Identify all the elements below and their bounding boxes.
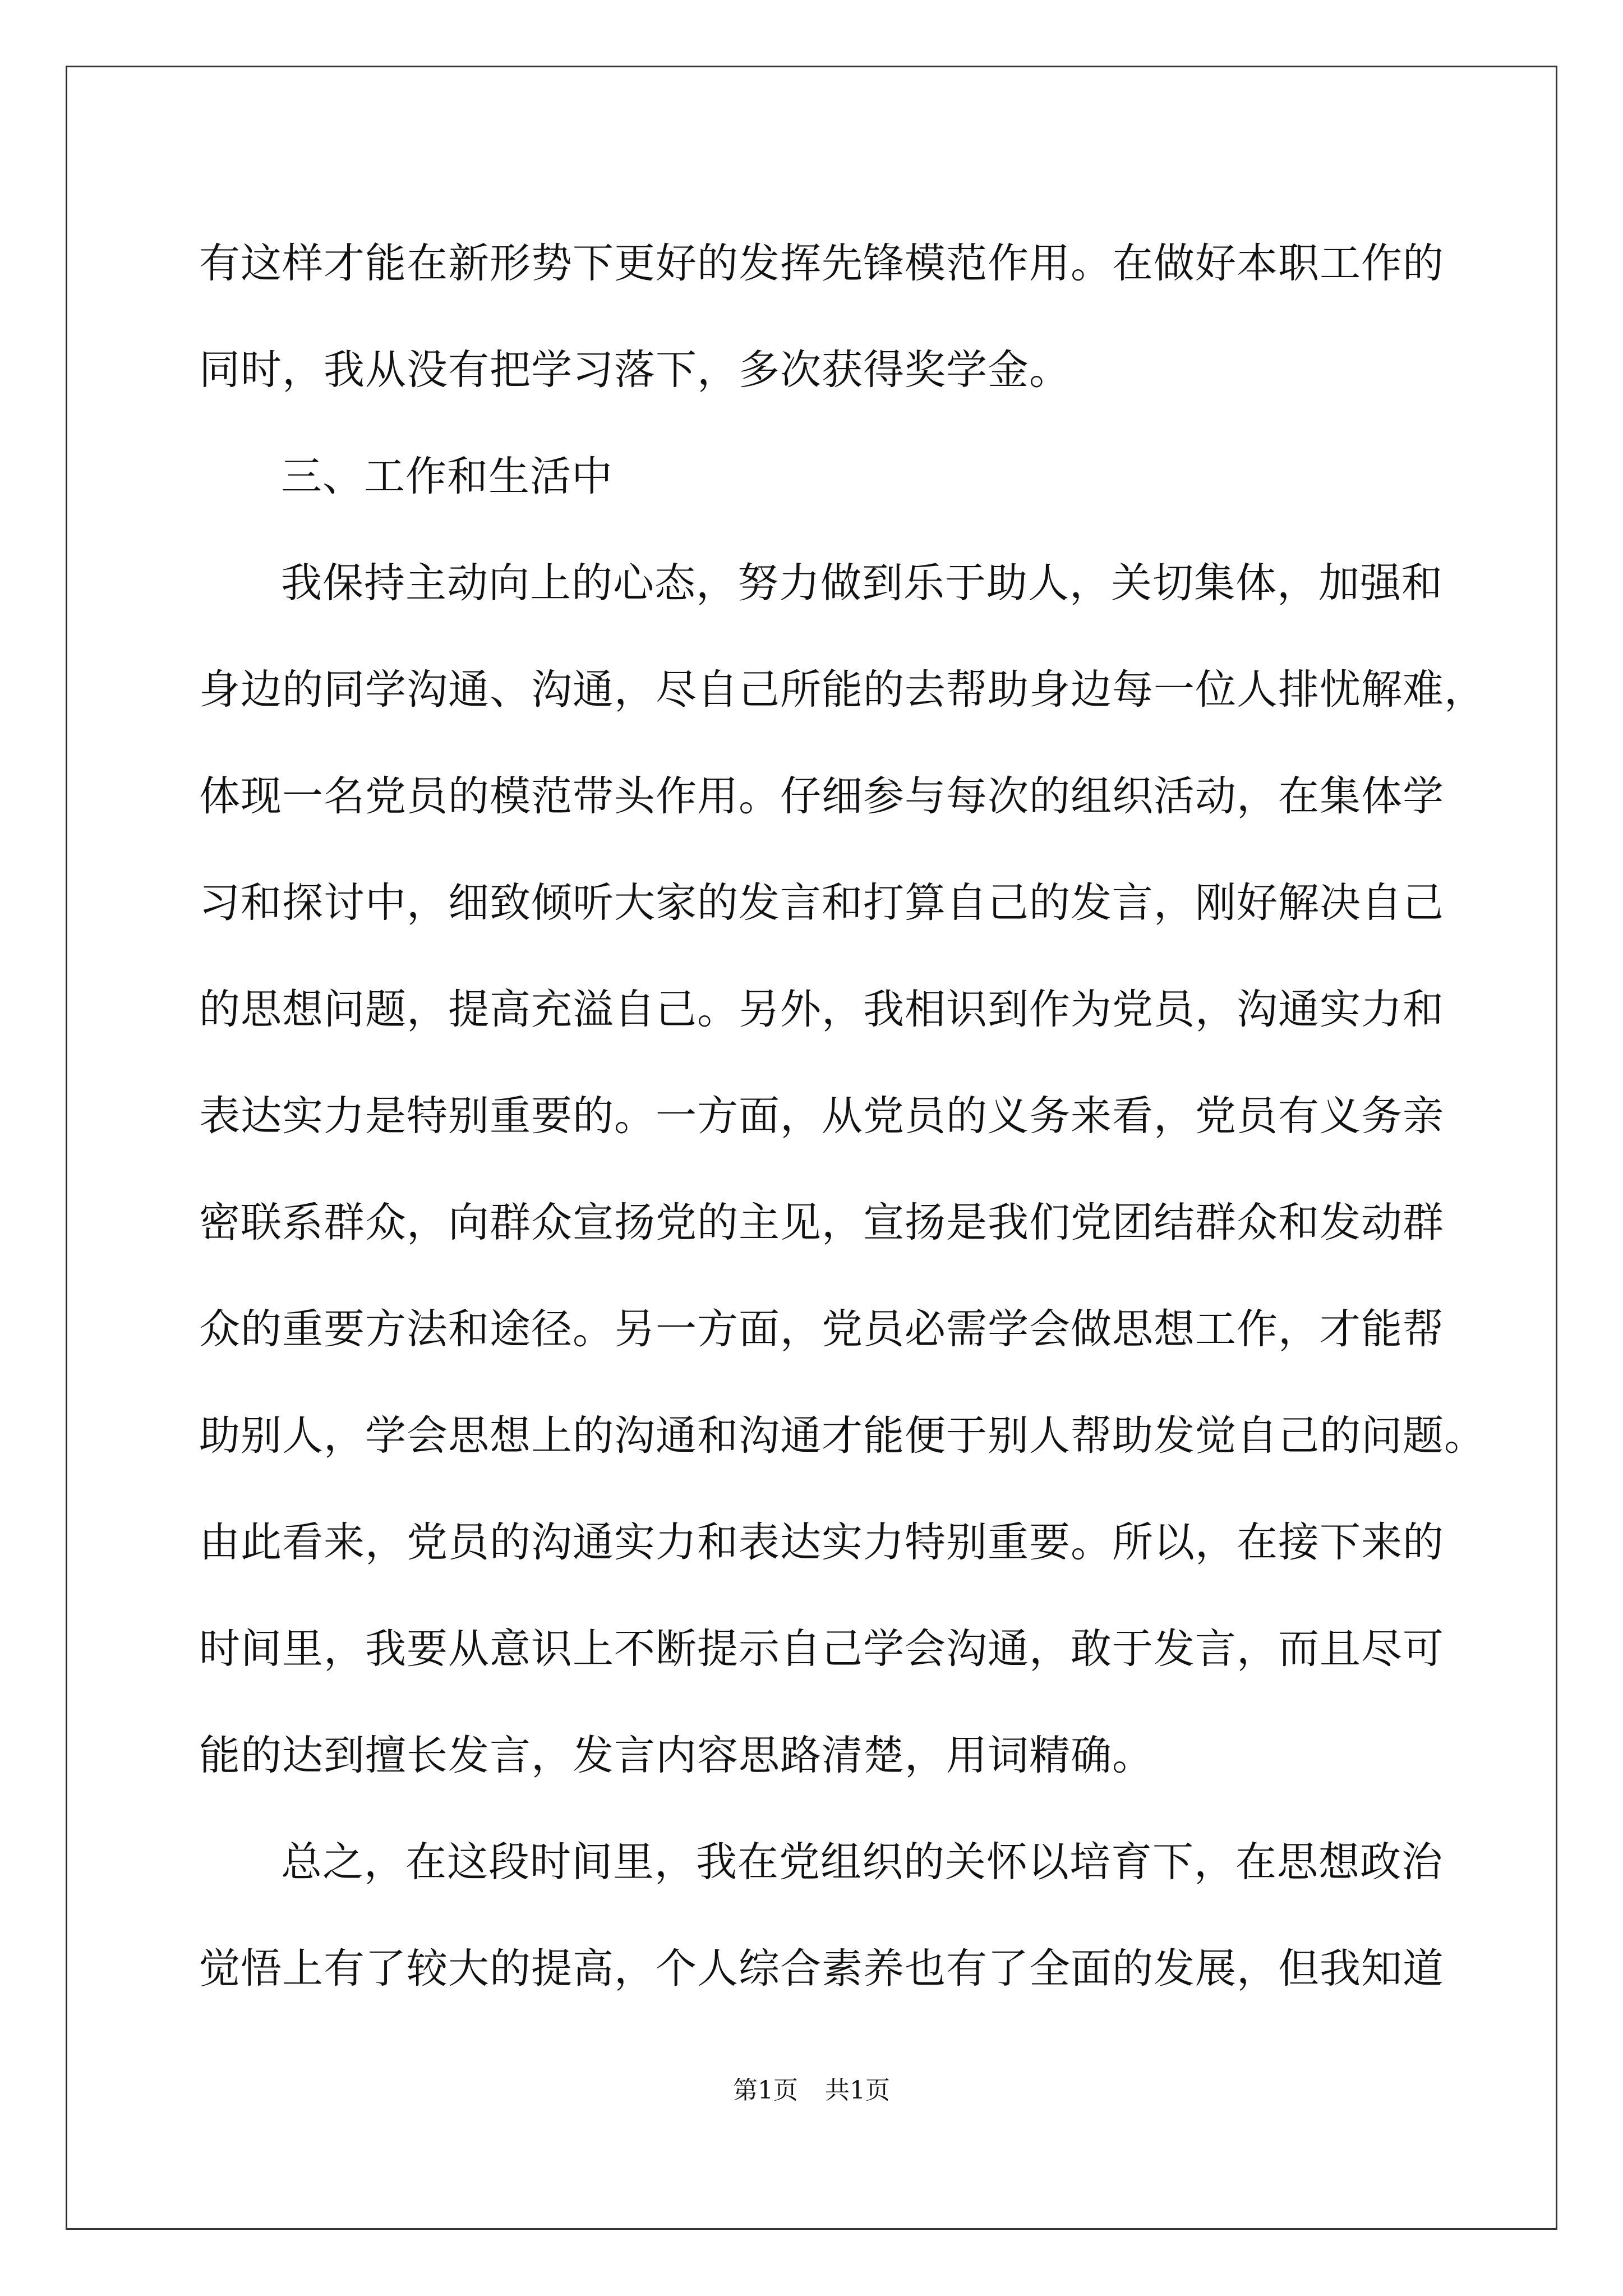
text-line: 我保持主动向上的心态，努力做到乐于助人，关切集体，加强和 (281, 559, 1443, 607)
page-footer (0, 2070, 1623, 2106)
text-line: 有这样才能在新形势下更好的发挥先锋模范作用。在做好本职工作的 (199, 240, 1444, 287)
text-line: 觉悟上有了较大的提高，个人综合素养也有了全面的发展，但我知道 (199, 1945, 1444, 1993)
text-line: 由此看来，党员的沟通实力和表达实力特别重要。所以，在接下来的 (199, 1519, 1444, 1566)
text-line: 时间里，我要从意识上不断提示自己学会沟通，敢于发言，而且尽可 (199, 1625, 1444, 1673)
text-line: 众的重要方法和途径。另一方面，党员必需学会做思想工作，才能帮 (199, 1305, 1444, 1353)
text-line: 身边的同学沟通、沟通，尽自己所能的去帮助身边每一位人排忧解难， (199, 666, 1486, 714)
page-total: 共1页 (825, 2076, 890, 2105)
section-heading: 三、工作和生活中 (281, 453, 613, 500)
text-line: 密联系群众，向群众宣扬党的主见，宣扬是我们党团结群众和发动群 (199, 1199, 1444, 1246)
text-line: 助别人，学会思想上的沟通和沟通才能便于别人帮助发觉自己的问题。 (199, 1412, 1486, 1460)
text-line: 体现一名党员的模范带头作用。仔细参与每次的组织活动，在集体学 (199, 772, 1444, 820)
document-body (199, 210, 1486, 2022)
text-line: 同时，我从没有把学习落下，多次获得奖学金。 (199, 346, 1071, 394)
page-number: 第1页 (733, 2076, 798, 2105)
text-line: 表达实力是特别重要的。一方面，从党员的义务来看，党员有义务亲 (199, 1092, 1444, 1140)
text-line: 习和探讨中，细致倾听大家的发言和打算自己的发言，刚好解决自己 (199, 879, 1444, 927)
text-line: 能的达到擅长发言，发言内容思路清楚，用词精确。 (199, 1732, 1154, 1779)
text-line: 的思想问题，提高充溢自己。另外，我相识到作为党员，沟通实力和 (199, 986, 1444, 1033)
text-line: 总之，在这段时间里，我在党组织的关怀以培育下，在思想政治 (281, 1838, 1443, 1886)
